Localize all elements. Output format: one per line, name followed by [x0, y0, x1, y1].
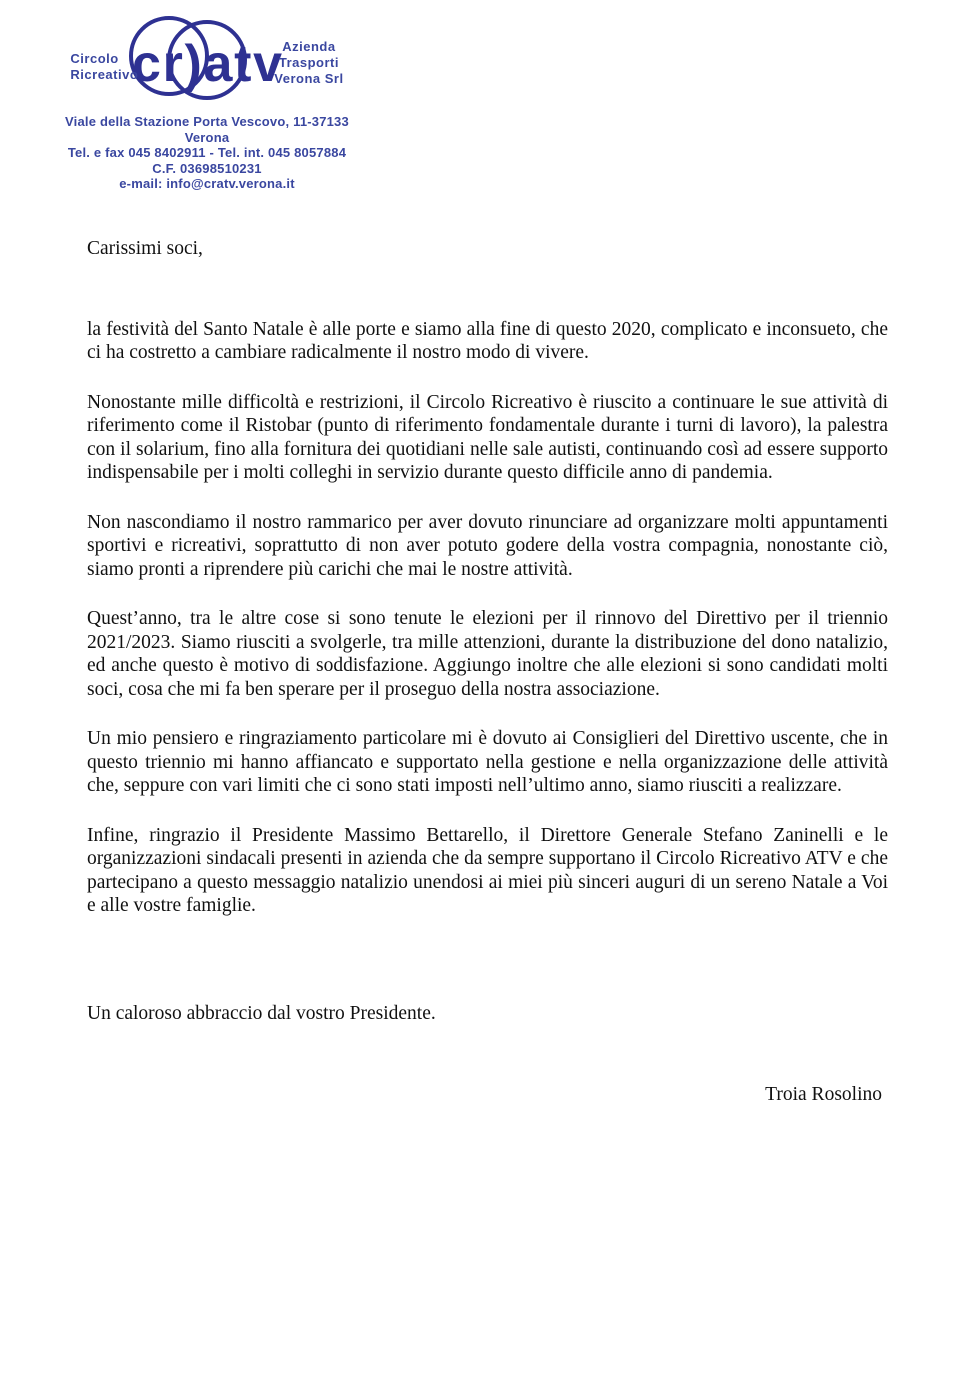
logo-row: [42, 10, 372, 110]
logo-left-label-line2: Ricreativo: [70, 67, 139, 82]
logo-right-label-line1: Azienda: [282, 39, 336, 54]
cratv-logo-text: cr)atv: [132, 35, 283, 93]
closing-line: Un caloroso abbraccio dal vostro Presidente.: [87, 1002, 436, 1024]
letterhead: [42, 10, 372, 192]
paragraph-3: Non nascondiamo il nostro rammarico per aver dovuto rinunciare ad organizzare molti appuntamenti sportivi e ricreativi, soprattutto di non aver potuto godere della vostra compagnia, nonostante ciò, siamo pronti a riprendere più carichi che mai le nostre attività.: [87, 511, 888, 580]
signature-name: Troia Rosolino: [765, 1084, 882, 1105]
letterhead-address: [42, 114, 372, 192]
paragraph-2: Nonostante mille difficoltà e restrizioni, il Circolo Ricreativo è riuscito a continuare le sue attività di riferimento come il Ristobar (punto di riferimento fondamentale durante i turni di lavoro), la palestra con il solarium, fino alla fornitura dei quotidiani nelle sale autisti, continuando così ad essere supporto indispensabile per i molti colleghi in servizio durante questo difficile anno di pandemia.: [87, 391, 888, 483]
salutation: Carissimi soci,: [87, 238, 203, 259]
paragraph-6: Infine, ringrazio il Presidente Massimo Bettarello, il Direttore Generale Stefano Zaninelli e le organizzazioni sindacali presenti in azienda che da sempre supportano il Circolo Ricreativo ATV e che partecipano a questo messaggio natalizio unendosi ai miei più sinceri auguri di un sereno Natale a Voi e alle vostre famiglie.: [87, 824, 888, 916]
paragraph-5: Un mio pensiero e ringraziamento particolare mi è dovuto ai Consiglieri del Direttivo uscente, che in questo triennio mi hanno affiancato e supportato nella gestione e nella organizzazione delle attività che, seppure con vari limiti che ci sono stati imposti nell’ultimo anno, siamo riusciti a realizzare.: [87, 728, 888, 796]
cratv-logo-icon: [124, 10, 286, 110]
logo-left-label: [70, 51, 138, 83]
logo-left-label-line1: Circolo: [70, 51, 119, 66]
address-line-street: Viale della Stazione Porta Vescovo, 11-37133 Verona: [65, 114, 349, 145]
letter-body: [87, 237, 888, 1107]
address-line-email: e-mail: info@cratv.verona.it: [119, 176, 295, 191]
logo-right-label-line2: Trasporti: [278, 55, 339, 70]
address-line-fiscal-code: C.F. 03698510231: [152, 160, 262, 176]
paragraph-1: la festività del Santo Natale è alle porte e siamo alla fine di questo 2020, complicato e inconsueto, che ci ha costretto a cambiare radicalmente il nostro modo di vivere.: [87, 318, 888, 363]
address-line-phone: Tel. e fax 045 8402911 - Tel. int. 045 8057884: [67, 145, 347, 160]
logo-right-label-line3: Verona Srl: [274, 71, 344, 86]
paragraph-4: Quest’anno, tra le altre cose si sono tenute le elezioni per il rinnovo del Direttivo per il triennio 2021/2023. Siamo riusciti a svolgerle, tra mille attenzioni, durante la distribuzione del dono natalizio, ed anche questo è motivo di soddisfazione. Aggiungo inoltre che alle elezioni si sono candidati molti soci, cosa che mi fa ben sperare per il proseguo della nostra associazione.: [87, 608, 888, 700]
logo-right-label: [274, 39, 343, 87]
